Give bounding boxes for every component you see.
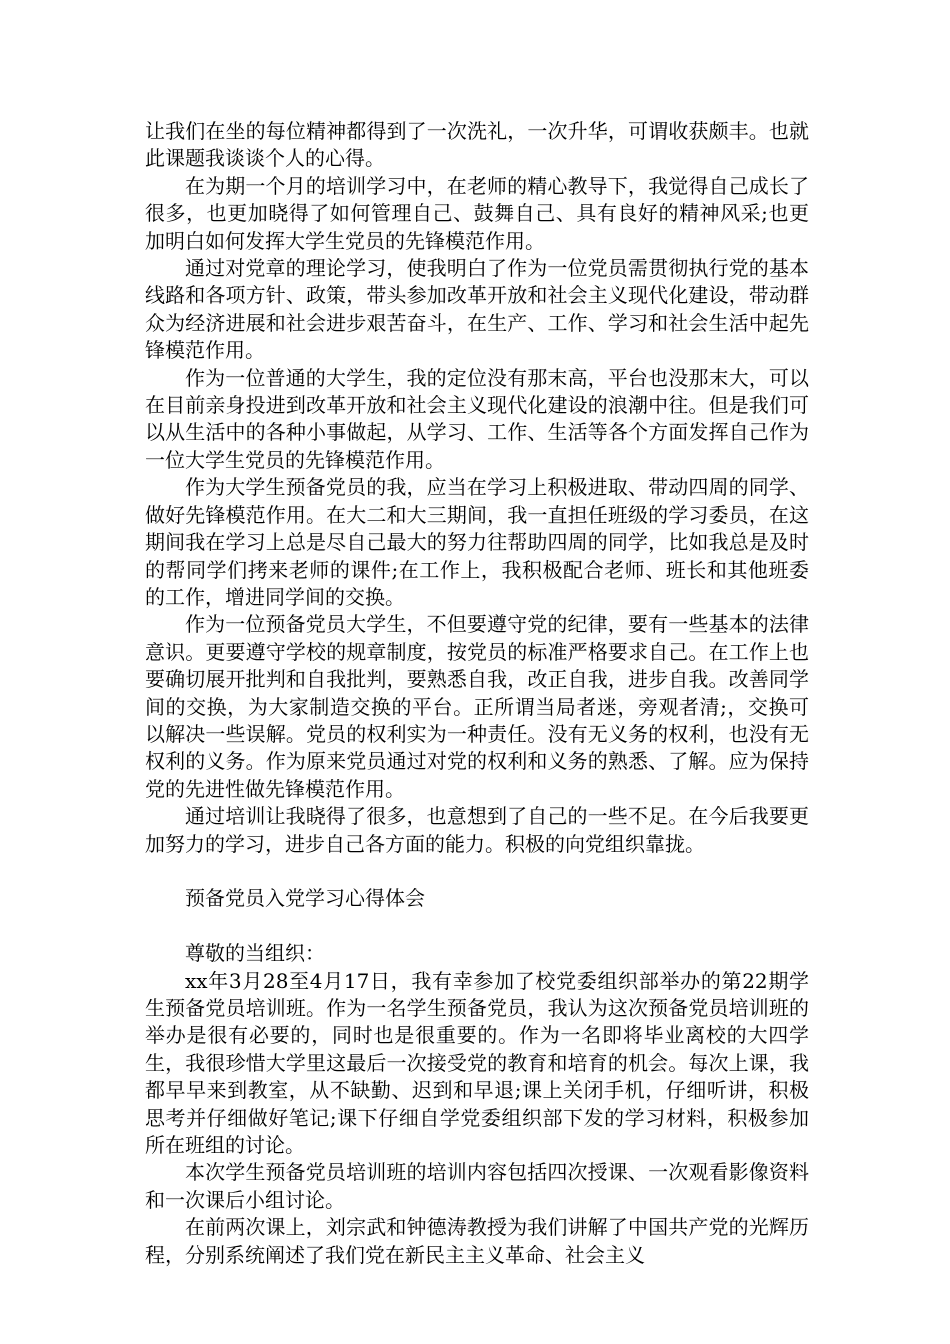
paragraph: 通过培训让我晓得了很多，也意想到了自己的一些不足。在今后我要更加努力的学习，进步自己各方面的能力。积极的向党组织靠拢。: [145, 804, 809, 856]
section-title: 预备党员入党学习心得体会: [185, 886, 425, 911]
paragraph: 让我们在坐的每位精神都得到了一次洗礼，一次升华，可谓收获颇丰。也就此课题我谈谈个人的心得。: [145, 119, 809, 171]
paragraph: 作为大学生预备党员的我，应当在学习上积极进取、带动四周的同学、做好先锋模范作用。在大二和大三期间，我一直担任班级的学习委员，在这期间我在学习上总是尽自己最大的努力往帮助四周的同学，比如我总是及时的帮同学们拷来老师的课件;在工作上，我积极配合老师、班长和其他班委的工作，增进同学间的交换。: [145, 475, 809, 609]
blank-line: [145, 913, 809, 940]
paragraph: 在前两次课上，刘宗武和钟德涛教授为我们讲解了中国共产党的光辉历程，分别系统阐述了我们党在新民主主义革命、社会主义: [145, 1215, 809, 1267]
blank-line: [145, 858, 809, 885]
paragraph: 在为期一个月的培训学习中，在老师的精心教导下，我觉得自己成长了很多，也更加晓得了如何管理自己、鼓舞自己、具有良好的精神风采;也更加明白如何发挥大学生党员的先锋模范作用。: [145, 173, 809, 253]
paragraph: xx年3月28至4月17日，我有幸参加了校党委组织部举办的第22期学生预备党员培训班。作为一名学生预备党员，我认为这次预备党员培训班的举办是很有必要的，同时也是很重要的。作为一名即将毕业离校的大四学生，我很珍惜大学里这最后一次接受党的教育和培育的机会。每次上课，我都早早来到教室，从不缺勤、迟到和早退;课上关闭手机，仔细听讲，积极思考并仔细做好笔记;课下仔细自学党委组织部下发的学习材料，积极参加所在班组的讨论。: [145, 968, 809, 1157]
paragraph: 本次学生预备党员培训班的培训内容包括四次授课、一次观看影像资料和一次课后小组讨论。: [145, 1160, 809, 1212]
salutation: 尊敬的当组织：: [185, 941, 325, 966]
paragraph: 作为一位普通的大学生，我的定位没有那末高，平台也没那末大，可以在目前亲身投进到改革开放和社会主义现代化建设的浪潮中往。但是我们可以从生活中的各种小事做起，从学习、工作、生活等各个方面发挥自己作为一位大学生党员的先锋模范作用。: [145, 365, 809, 472]
paragraph: 作为一位预备党员大学生，不但要遵守党的纪律，要有一些基本的法律意识。更要遵守学校的规章制度，按党员的标准严格要求自己。在工作上也要确切展开批判和自我批判，要熟悉自我，改正自我，进步自我。改善同学间的交换，为大家制造交换的平台。正所谓当局者迷，旁观者清;，交换可以解决一些误解。党员的权利实为一种责任。没有无义务的权利，也没有无权利的义务。作为原来党员通过对党的权利和义务的熟悉、了解。应为保持党的先进性做先锋模范作用。: [145, 612, 809, 801]
document-page: [145, 118, 809, 1269]
paragraph: 通过对党章的理论学习，使我明白了作为一位党员需贯彻执行党的基本线路和各项方针、政策，带头参加改革开放和社会主义现代化建设，带动群众为经济进展和社会进步艰苦奋斗，在生产、工作、学习和社会生活中起先锋模范作用。: [145, 256, 809, 363]
